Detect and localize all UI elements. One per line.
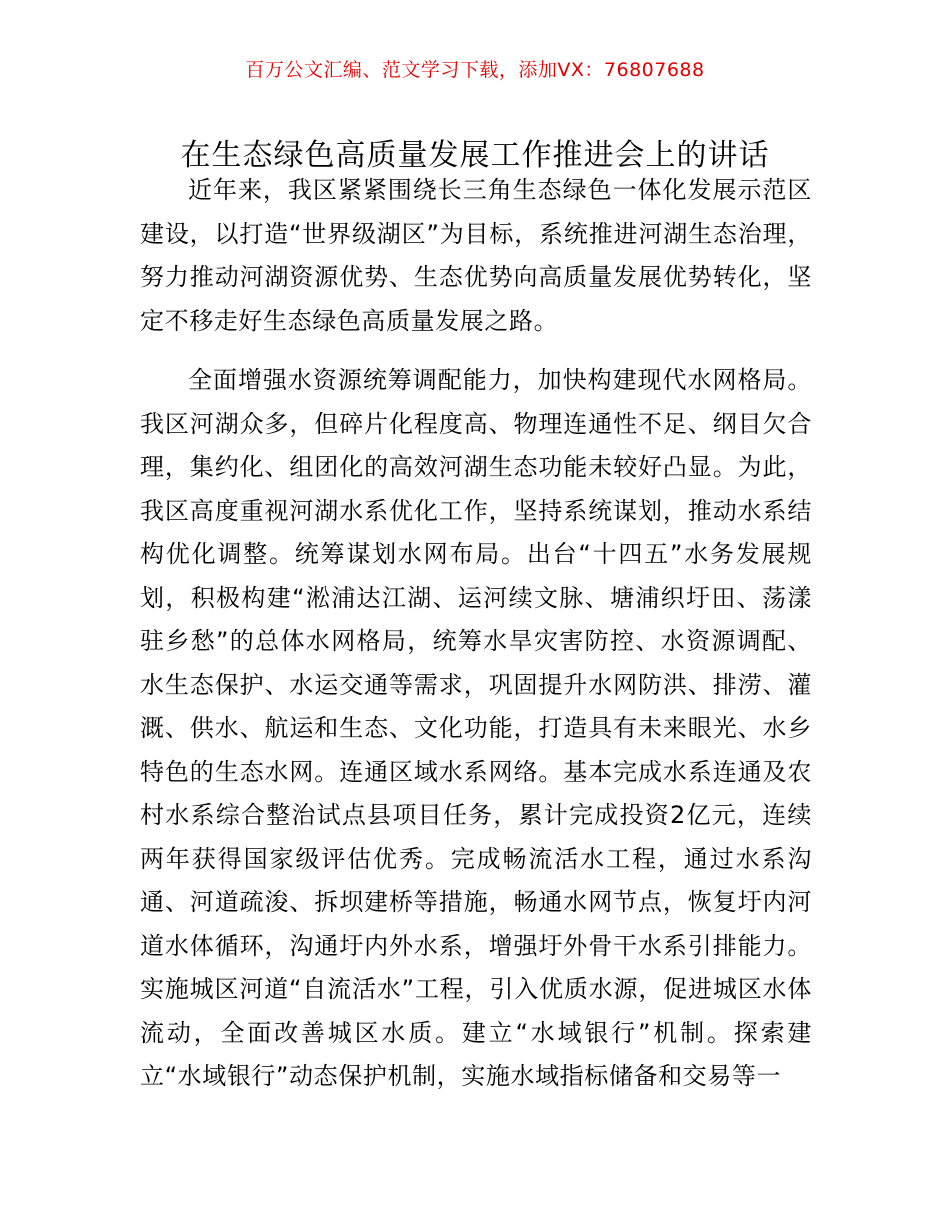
paragraph-intro: 近年来，我区紧紧围绕长三角生态绿色一体化发展示范区建设，以打造“世界级湖区”为目标，系统推进河湖生态治理，努力推动河湖资源优势、生态优势向高质量发展优势转化，坚定不移走好生态绿色高质量发展之路。 xyxy=(140,176,812,335)
document-title: 在生态绿色高质量发展工作推进会上的讲话 xyxy=(180,138,770,174)
header-note: 百万公文汇编、范文学习下载，添加VX：76807688 xyxy=(245,59,705,81)
paragraph-water-resources: 全面增强水资源统筹调配能力，加快构建现代水网格局。我区河湖众多，但碎片化程度高、物理连通性不足、纲目欠合理，集约化、组团化的高效河湖生态功能未较好凸显。为此，我区高度重视河湖水系优化工作，坚持系统谋划，推动水系结构优化调整。统筹谋划水网布局。出台“十四五”水务发展规划，积极构建“淞浦达江湖、运河续文脉、塘浦织圩田、荡漾驻乡愁”的总体水网格局，统筹水旱灾害防控、水资源调配、水生态保护、水运交通等需求，巩固提升水网防洪、排涝、灌溉、供水、航运和生态、文化功能，打造具有未来眼光、水乡特色的生态水网。连通区域水系网络。基本完成水系连通及农村水系综合整治试点县项目任务，累计完成投资2亿元，连续两年获得国家级评估优秀。完成畅流活水工程，通过水系沟通、河道疏浚、拆坝建桥等措施，畅通水网节点，恢复圩内河道水体循环，沟通圩内外水系，增强圩外骨干水系引排能力。实施城区河道“自流活水”工程，引入优质水源，促进城区水体流动，全面改善城区水质。建立“水域银行”机制。探索建立“水域银行”动态保护机制，实施水域指标储备和交易等一 xyxy=(140,366,812,1090)
document-body xyxy=(140,169,812,1099)
